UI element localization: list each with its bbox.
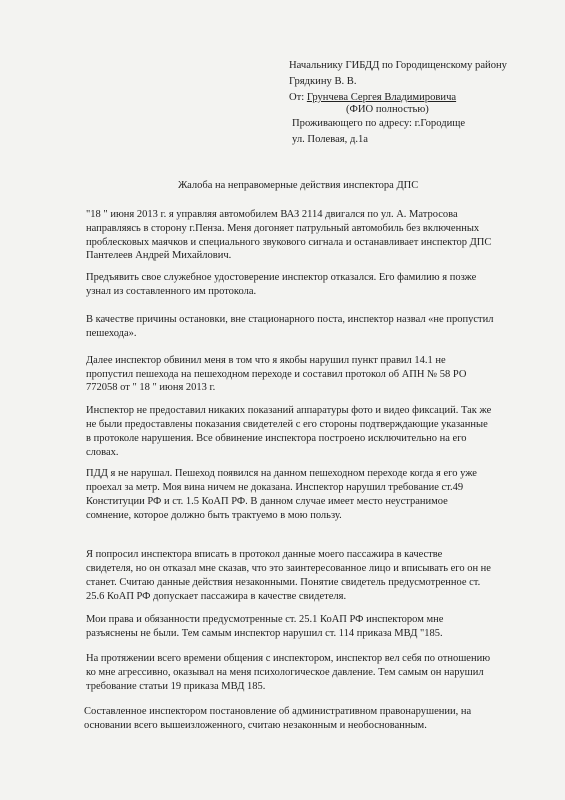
paragraph-7-line-2: свидетеля, но он отказал мне сказав, что это заинтересованное лицо и вписывать его он не bbox=[86, 563, 491, 574]
paragraph-5-line-3: в протоколе нарушения. Все обвинение инспектора построено исключительно на его bbox=[86, 433, 467, 444]
paragraph-9-line-3: требование статьи 19 приказа МВД 185. bbox=[86, 681, 266, 692]
addressee-line-2: Грядкину В. В. bbox=[289, 76, 357, 87]
paragraph-6-line-4: сомнение, которое должно быть трактуемо в мою пользу. bbox=[86, 510, 342, 521]
paragraph-6-line-3: Конституции РФ и ст. 1.5 КоАП РФ. В данном случае имеет место неустранимое bbox=[86, 496, 448, 507]
paragraph-5-line-2: не были предоставлены показания свидетелей с его стороны подтверждающие указанные bbox=[86, 419, 488, 430]
paragraph-10-line-1: Составленное инспектором постановление об административном правонарушении, на bbox=[84, 706, 472, 717]
paragraph-10-line-2: основании всего вышеизложенного, считаю незаконным и необоснованным. bbox=[84, 720, 427, 731]
address-line-1: Проживающего по адресу: г.Городище bbox=[292, 118, 466, 129]
paragraph-9-line-2: ко мне агрессивно, оказывал на меня психологическое давление. Тем самым он нарушил bbox=[86, 667, 484, 678]
paragraph-1-line-3: проблесковых маячков и специального звукового сигнала и останавливает инспектор ДПС bbox=[86, 237, 492, 248]
paragraph-4-line-1: Далее инспектор обвинил меня в том что я якобы нарушил пункт правил 14.1 не bbox=[86, 355, 446, 366]
paragraph-9-line-1: На протяжении всего времени общения с инспектором, инспектор вел себя по отношению bbox=[86, 653, 491, 664]
paragraph-2-line-1: Предъявить свое служебное удостоверение инспектор отказался. Его фамилию я позже bbox=[86, 272, 477, 283]
paragraph-5-line-4: словах. bbox=[86, 447, 119, 458]
document-title: Жалоба на неправомерные действия инспектора ДПС bbox=[178, 180, 419, 191]
sender-name: Грунчева Сергея Владимировича bbox=[306, 92, 457, 103]
paragraph-4-line-2: пропустил пешехода на пешеходном переходе и составил протокол об АПН № 58 РО bbox=[86, 369, 467, 380]
paragraph-6-line-2: проехал за метр. Моя вина ничем не доказана. Инспектор нарушил требование ст.49 bbox=[86, 482, 464, 493]
paragraph-7-line-4: 25.6 КоАП РФ допускает пассажира в качестве свидетеля. bbox=[86, 591, 347, 602]
paragraph-3-line-1: В качестве причины остановки, вне стационарного поста, инспектор назвал «не пропустил bbox=[86, 314, 494, 325]
addressee-line-1: Начальнику ГИБДД по Городищенскому району bbox=[289, 60, 507, 71]
paragraph-8-line-2: разъяснены не были. Тем самым инспектор нарушил ст. 114 приказа МВД "185. bbox=[86, 628, 443, 639]
paragraph-1-line-2: направляясь в сторону г.Пенза. Меня догоняет патрульный автомобиль без включенных bbox=[86, 223, 480, 234]
paragraph-2-line-2: узнал из составленного им протокола. bbox=[86, 286, 257, 297]
paragraph-1-line-1: "18 " июня 2013 г. я управляя автомобилем ВАЗ 2114 двигался по ул. А. Матросова bbox=[86, 209, 458, 220]
paragraph-7-line-1: Я попросил инспектора вписать в протокол данные моего пассажира в качестве bbox=[86, 549, 443, 560]
sender-prefix: От: bbox=[289, 92, 307, 103]
paragraph-7-line-3: станет. Считаю данные действия незаконными. Понятие свидетель предусмотренное ст. bbox=[86, 577, 481, 588]
paragraph-3-line-2: пешехода». bbox=[86, 328, 137, 339]
paragraph-6-line-1: ПДД я не нарушал. Пешеход появился на данном пешеходном переходе когда я его уже bbox=[86, 468, 477, 479]
paragraph-8-line-1: Мои права и обязанности предусмотренные ст. 25.1 КоАП РФ инспектором мне bbox=[86, 614, 444, 625]
paragraph-4-line-3: 772058 от " 18 " июня 2013 г. bbox=[86, 382, 216, 393]
paragraph-1-line-4: Пантелеев Андрей Михайлович. bbox=[86, 250, 232, 261]
sender-line bbox=[289, 92, 456, 104]
address-line-2: ул. Полевая, д.1а bbox=[292, 134, 368, 145]
fio-hint: (ФИО полностью) bbox=[346, 104, 429, 115]
paragraph-5-line-1: Инспектор не предоставил никаких показаний аппаратуры фото и видео фиксаций. Так же bbox=[86, 405, 492, 416]
